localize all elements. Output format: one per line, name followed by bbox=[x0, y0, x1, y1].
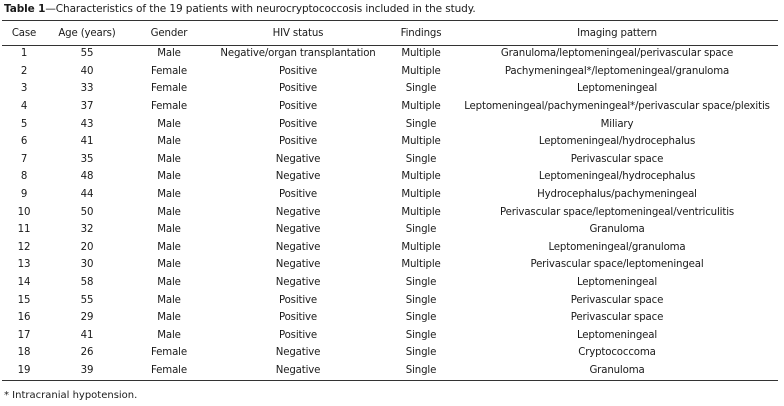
cell-hiv-status: Positive bbox=[278, 312, 318, 324]
cell-hiv-status: Negative bbox=[275, 206, 321, 218]
table-row bbox=[2, 151, 778, 169]
cell-case: 14 bbox=[17, 277, 31, 289]
cell-imaging-pattern: Hydrocephalus/pachymeningeal bbox=[537, 189, 697, 201]
cell-findings: Multiple bbox=[401, 101, 441, 113]
cell-imaging-pattern: Perivascular space bbox=[570, 294, 664, 306]
table-caption bbox=[4, 3, 476, 15]
column-header-case: Case bbox=[11, 27, 37, 39]
cell-imaging-pattern: Leptomeningeal/pachymeningeal*/perivascular space/plexitis bbox=[464, 101, 770, 113]
column-header-findings: Findings bbox=[400, 27, 442, 39]
cell-age: 32 bbox=[80, 224, 94, 236]
table-row bbox=[2, 45, 778, 63]
table-row bbox=[2, 291, 778, 309]
cell-case: 6 bbox=[20, 136, 28, 148]
cell-imaging-pattern: Perivascular space bbox=[570, 153, 664, 165]
cell-case: 16 bbox=[17, 312, 31, 324]
cell-findings: Multiple bbox=[401, 65, 441, 77]
cell-age: 40 bbox=[80, 65, 94, 77]
table-row bbox=[2, 98, 778, 116]
cell-age: 41 bbox=[80, 329, 94, 341]
cell-age: 26 bbox=[80, 347, 94, 359]
cell-hiv-status: Positive bbox=[278, 294, 318, 306]
cell-case: 10 bbox=[17, 206, 31, 218]
table-row bbox=[2, 309, 778, 327]
cell-findings: Multiple bbox=[401, 48, 441, 60]
cell-gender: Male bbox=[157, 312, 181, 324]
cell-gender: Female bbox=[151, 347, 187, 359]
cell-hiv-status: Positive bbox=[278, 136, 318, 148]
cell-hiv-status: Negative bbox=[275, 259, 321, 271]
cell-age: 48 bbox=[80, 171, 94, 183]
cell-imaging-pattern: Leptomeningeal bbox=[576, 277, 658, 289]
table-bottom-rule bbox=[2, 380, 778, 381]
cell-imaging-pattern: Cryptococcoma bbox=[578, 347, 656, 359]
table-row bbox=[2, 256, 778, 274]
cell-findings: Multiple bbox=[401, 136, 441, 148]
cell-findings: Single bbox=[405, 153, 437, 165]
table-row bbox=[2, 63, 778, 81]
cell-findings: Single bbox=[405, 118, 437, 130]
table-caption-label: Table 1 bbox=[4, 3, 46, 15]
table-row bbox=[2, 186, 778, 204]
cell-age: 35 bbox=[80, 153, 94, 165]
cell-findings: Multiple bbox=[401, 189, 441, 201]
cell-imaging-pattern: Perivascular space bbox=[570, 312, 664, 324]
cell-hiv-status: Positive bbox=[278, 83, 318, 95]
table-body bbox=[2, 45, 778, 379]
cell-findings: Single bbox=[405, 329, 437, 341]
cell-case: 9 bbox=[20, 189, 28, 201]
cell-gender: Male bbox=[157, 259, 181, 271]
table-row bbox=[2, 221, 778, 239]
cell-hiv-status: Positive bbox=[278, 65, 318, 77]
table-footnote: * Intracranial hypotension. bbox=[4, 390, 138, 401]
cell-imaging-pattern: Leptomeningeal bbox=[576, 329, 658, 341]
cell-gender: Male bbox=[157, 171, 181, 183]
cell-findings: Single bbox=[405, 312, 437, 324]
cell-case: 7 bbox=[20, 153, 28, 165]
column-header-hiv-status: HIV status bbox=[272, 27, 324, 39]
table-caption-text: —Characteristics of the 19 patients with neurocryptococcosis included in the study. bbox=[45, 3, 476, 15]
cell-hiv-status: Positive bbox=[278, 189, 318, 201]
cell-imaging-pattern: Miliary bbox=[600, 118, 634, 130]
cell-gender: Male bbox=[157, 206, 181, 218]
cell-findings: Single bbox=[405, 364, 437, 376]
cell-gender: Female bbox=[151, 65, 187, 77]
cell-gender: Male bbox=[157, 153, 181, 165]
cell-findings: Multiple bbox=[401, 206, 441, 218]
cell-case: 2 bbox=[20, 65, 28, 77]
cell-imaging-pattern: Leptomeningeal bbox=[576, 83, 658, 95]
table-row bbox=[2, 203, 778, 221]
cell-case: 15 bbox=[17, 294, 31, 306]
cell-gender: Male bbox=[157, 277, 181, 289]
cell-hiv-status: Negative bbox=[275, 153, 321, 165]
cell-age: 30 bbox=[80, 259, 94, 271]
cell-gender: Male bbox=[157, 189, 181, 201]
cell-hiv-status: Negative bbox=[275, 347, 321, 359]
cell-age: 41 bbox=[80, 136, 94, 148]
cell-gender: Male bbox=[157, 294, 181, 306]
cell-hiv-status: Negative bbox=[275, 364, 321, 376]
cell-hiv-status: Positive bbox=[278, 329, 318, 341]
cell-imaging-pattern: Leptomeningeal/granuloma bbox=[548, 241, 686, 253]
cell-findings: Single bbox=[405, 224, 437, 236]
table-row bbox=[2, 274, 778, 292]
cell-findings: Single bbox=[405, 83, 437, 95]
cell-case: 3 bbox=[20, 83, 28, 95]
cell-hiv-status: Negative bbox=[275, 241, 321, 253]
cell-case: 13 bbox=[17, 259, 31, 271]
cell-age: 58 bbox=[80, 277, 94, 289]
cell-gender: Male bbox=[157, 118, 181, 130]
table-row bbox=[2, 327, 778, 345]
cell-hiv-status: Negative bbox=[275, 224, 321, 236]
cell-case: 8 bbox=[20, 171, 28, 183]
cell-hiv-status: Negative/organ transplantation bbox=[220, 48, 376, 60]
column-header-gender: Gender bbox=[150, 27, 188, 39]
cell-hiv-status: Negative bbox=[275, 277, 321, 289]
cell-hiv-status: Positive bbox=[278, 101, 318, 113]
cell-age: 55 bbox=[80, 48, 94, 60]
cell-age: 50 bbox=[80, 206, 94, 218]
cell-age: 55 bbox=[80, 294, 94, 306]
cell-case: 1 bbox=[20, 48, 28, 60]
cell-gender: Male bbox=[157, 241, 181, 253]
table-row bbox=[2, 80, 778, 98]
cell-findings: Single bbox=[405, 277, 437, 289]
cell-gender: Female bbox=[151, 101, 187, 113]
table-row bbox=[2, 362, 778, 380]
cell-case: 17 bbox=[17, 329, 31, 341]
table-row bbox=[2, 168, 778, 186]
cell-findings: Multiple bbox=[401, 241, 441, 253]
cell-imaging-pattern: Leptomeningeal/hydrocephalus bbox=[538, 171, 696, 183]
cell-case: 18 bbox=[17, 347, 31, 359]
cell-gender: Male bbox=[157, 224, 181, 236]
table-row bbox=[2, 344, 778, 362]
cell-age: 29 bbox=[80, 312, 94, 324]
cell-age: 33 bbox=[80, 83, 94, 95]
cell-case: 12 bbox=[17, 241, 31, 253]
cell-age: 44 bbox=[80, 189, 94, 201]
cell-case: 19 bbox=[17, 364, 31, 376]
table-row bbox=[2, 133, 778, 151]
table-row bbox=[2, 239, 778, 257]
cell-findings: Multiple bbox=[401, 171, 441, 183]
cell-case: 5 bbox=[20, 118, 28, 130]
cell-hiv-status: Positive bbox=[278, 118, 318, 130]
cell-findings: Multiple bbox=[401, 259, 441, 271]
cell-gender: Male bbox=[157, 329, 181, 341]
cell-imaging-pattern: Granuloma bbox=[589, 224, 645, 236]
cell-gender: Male bbox=[157, 136, 181, 148]
cell-age: 20 bbox=[80, 241, 94, 253]
cell-imaging-pattern: Perivascular space/leptomeningeal/ventriculitis bbox=[499, 206, 735, 218]
cell-imaging-pattern: Leptomeningeal/hydrocephalus bbox=[538, 136, 696, 148]
cell-gender: Female bbox=[151, 364, 187, 376]
cell-imaging-pattern: Granuloma/leptomeningeal/perivascular space bbox=[500, 48, 734, 60]
cell-gender: Female bbox=[151, 83, 187, 95]
column-header-age: Age (years) bbox=[58, 27, 116, 39]
cell-imaging-pattern: Granuloma bbox=[589, 364, 645, 376]
table-header-row bbox=[2, 21, 778, 45]
cell-imaging-pattern: Pachymeningeal*/leptomeningeal/granuloma bbox=[504, 65, 730, 77]
cell-findings: Single bbox=[405, 347, 437, 359]
cell-imaging-pattern: Perivascular space/leptomeningeal bbox=[530, 259, 704, 271]
cell-age: 43 bbox=[80, 118, 94, 130]
table-row bbox=[2, 115, 778, 133]
cell-gender: Male bbox=[157, 48, 181, 60]
cell-hiv-status: Negative bbox=[275, 171, 321, 183]
cell-findings: Single bbox=[405, 294, 437, 306]
cell-age: 37 bbox=[80, 101, 94, 113]
column-header-imaging-pattern: Imaging pattern bbox=[577, 27, 657, 39]
cell-case: 4 bbox=[20, 101, 28, 113]
cell-age: 39 bbox=[80, 364, 94, 376]
cell-case: 11 bbox=[17, 224, 31, 236]
characteristics-table bbox=[2, 21, 778, 379]
